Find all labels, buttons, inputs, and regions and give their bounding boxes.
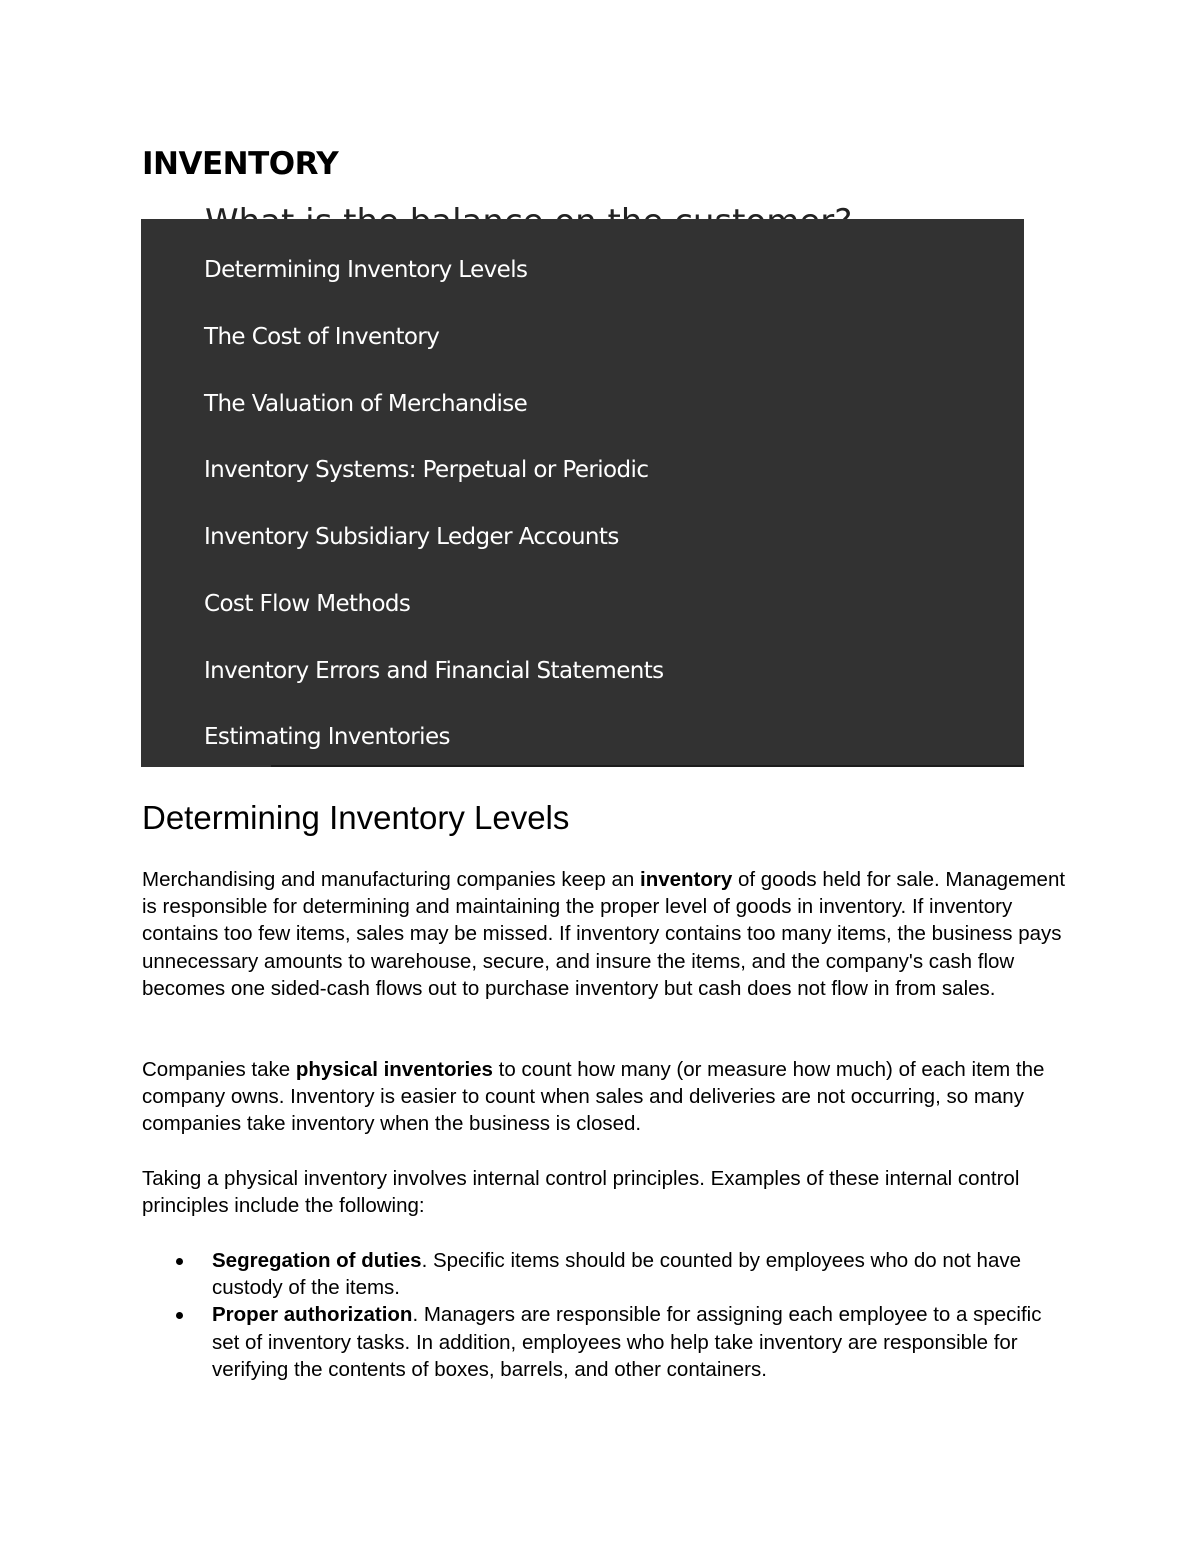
- term-physical-inventories: physical inventories: [295, 1058, 493, 1081]
- menu-item-inventory-errors[interactable]: Inventory Errors and Financial Statements: [204, 658, 664, 684]
- paragraph-physical-inventories: [142, 1056, 1067, 1138]
- bullet-icon: [176, 1258, 183, 1265]
- menu-item-cost-of-inventory[interactable]: The Cost of Inventory: [204, 324, 440, 350]
- term-inventory: inventory: [640, 868, 733, 891]
- menu-item-valuation-of-merchandise[interactable]: The Valuation of Merchandise: [204, 391, 528, 417]
- p2-text-start: Companies take: [142, 1058, 296, 1081]
- p1-text-start: Merchandising and manufacturing companies keep an: [142, 868, 640, 891]
- list-item-text: . Managers are responsible for assigning each employee to a specific set of inventory tasks. In addition, employees who help take inventory are responsible for verifying the contents of boxes, barrels, and other containers.: [212, 1303, 1042, 1381]
- list-item-term: Segregation of duties: [212, 1249, 422, 1272]
- p2-text-end: to count how many (or measure how much) of each item the company owns. Inventory is easier to count when sales and deliveries are not occurring, so many companies take inventory when the business is closed.: [142, 1058, 1045, 1136]
- paragraph-inventory-levels: [142, 866, 1067, 1002]
- list-item-text: . Specific items should be counted by employees who do not have custody of the items.: [212, 1249, 1021, 1300]
- section-heading: Determining Inventory Levels: [142, 799, 570, 836]
- list-item: [212, 1247, 1067, 1301]
- menu-item-subsidiary-ledger[interactable]: Inventory Subsidiary Ledger Accounts: [204, 524, 619, 550]
- paragraph-internal-control: Taking a physical inventory involves internal control principles. Examples of these internal control principles include the following:: [142, 1167, 1020, 1218]
- menu-item-estimating-inventories[interactable]: Estimating Inventories: [204, 724, 450, 750]
- clipped-heading-text: [205, 200, 852, 219]
- menu-item-cost-flow-methods[interactable]: Cost Flow Methods: [204, 591, 411, 617]
- bullet-icon: [176, 1312, 183, 1319]
- p1-text-end: of goods held for sale. Management is responsible for determining and maintaining the proper level of goods in inventory. If inventory contains too few items, sales may be missed. If inventory contains too many items, the business pays unnecessary amounts to warehouse, secure, and insure the items, and the company's cash flow becomes one sided-cash flows out to purchase inventory but cash does not flow in from sales.: [142, 868, 1066, 1000]
- control-principles-list: [142, 1247, 1067, 1383]
- page-title: INVENTORY: [142, 146, 339, 182]
- topic-menu: [141, 219, 1024, 767]
- list-item: [212, 1301, 1067, 1383]
- menu-bottom-divider: [271, 765, 1024, 767]
- menu-item-determining-inventory-levels[interactable]: Determining Inventory Levels: [204, 257, 528, 283]
- list-item-term: Proper authorization: [212, 1303, 413, 1327]
- menu-item-inventory-systems[interactable]: Inventory Systems: Perpetual or Periodic: [204, 457, 649, 483]
